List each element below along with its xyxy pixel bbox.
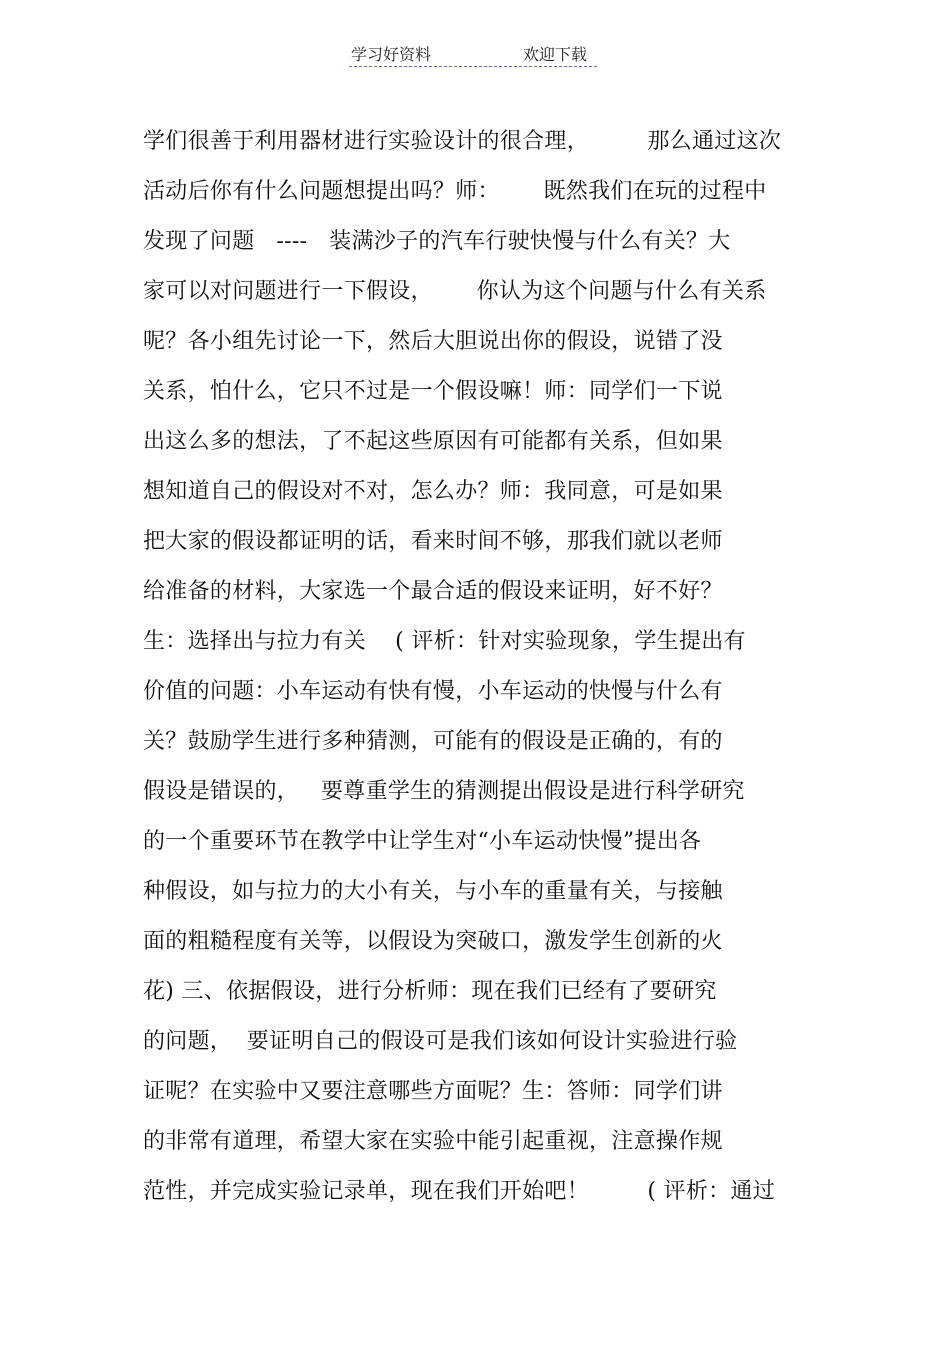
text-line: 的非常有道理，希望大家在实验中能引起重视，注意操作规 [143, 1129, 723, 1154]
text-line: 种假设，如与拉力的大小有关，与小车的重量有关，与接触 [143, 879, 723, 904]
header-left-text: 学习好资料 [351, 45, 432, 64]
text-line: 家可以对问题进行一下假设， 你认为这个问题与什么有关系 [143, 279, 767, 304]
text-line: 学们很善于利用器材进行实验设计的很合理， 那么通过这次 [143, 129, 782, 154]
text-line: 把大家的假设都证明的话，看来时间不够，那我们就以老师 [143, 529, 723, 554]
text-line: 范性，并完成实验记录单，现在我们开始吧！ ( 评析：通过 [143, 1179, 776, 1204]
text-line: 花) 三、依据假设，进行分析师：现在我们已经有了要研究 [143, 979, 717, 1004]
text-line: 发现了问题 ---- 装满沙子的汽车行驶快慢与什么有关？大 [143, 229, 731, 254]
text-line: 出这么多的想法，了不起这些原因有可能都有关系，但如果 [143, 429, 723, 454]
text-line: 证呢？在实验中又要注意哪些方面呢？生：答师：同学们讲 [143, 1079, 723, 1104]
text-line: 给准备的材料，大家选一个最合适的假设来证明，好不好？ [143, 579, 723, 604]
text-line: 呢？各小组先讨论一下，然后大胆说出你的假设，说错了没 [143, 329, 723, 354]
text-line: 活动后你有什么问题想提出吗？师： 既然我们在玩的过程中 [143, 179, 767, 204]
text-line: 的一个重要环节在教学中让学生对“小车运动快慢”提出各 [143, 829, 702, 854]
text-line: 价值的问题：小车运动有快有慢，小车运动的快慢与什么有 [143, 679, 723, 704]
text-line: 关？鼓励学生进行多种猜测，可能有的假设是正确的，有的 [143, 729, 723, 754]
text-line: 的问题， 要证明自己的假设可是我们该如何设计实验进行验 [143, 1029, 738, 1054]
text-line: 关系，怕什么，它只不过是一个假设嘛！师：同学们一下说 [143, 379, 723, 404]
document-body [143, 117, 803, 1217]
page-header [349, 40, 597, 67]
text-line: 生：选择出与拉力有关 ( 评析：针对实验现象，学生提出有 [143, 629, 746, 654]
text-line: 假设是错误的， 要尊重学生的猜测提出假设是进行科学研究 [143, 779, 745, 804]
text-line: 面的粗糙程度有关等，以假设为突破口，激发学生创新的火 [143, 929, 723, 954]
text-line: 想知道自己的假设对不对，怎么办？师：我同意，可是如果 [143, 479, 723, 504]
header-right-text: 欢迎下载 [523, 45, 588, 64]
